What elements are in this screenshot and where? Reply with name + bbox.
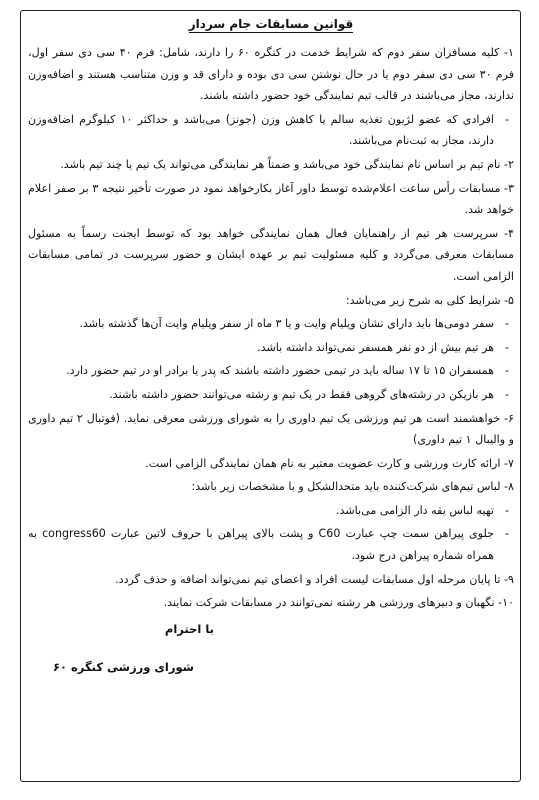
rule-2: ۲- نام تیم بر اساس نام نمایندگی خود می‌باشد و ضمناً هر نمایندگی می‌تواند یک تیم یا چند تیم باشد. <box>60 157 514 171</box>
rule-3: ۳- مسابقات رأس ساعت اعلام‌شده توسط داور آغاز بکارخواهد نمود در صورت تأخیر نتیجه ۳ بر صفر اعلام خواهد شد. <box>28 181 514 217</box>
rule-8-sub-item: - تهیه لباس یقه دار الزامی می‌باشد. <box>336 503 509 517</box>
rules-document <box>28 14 514 678</box>
document-title: قوانین مسابقات جام سردار <box>188 17 354 31</box>
rule-1-sub-item: - افرادی که عضو لژیون تغذیه سالم یا کاهش وزن (جونز) می‌باشد و حداکثر ۱۰ کیلوگرم اضافه‌وزن دارند، مجاز به ثبت‌نام می‌باشند. <box>28 112 509 148</box>
rule-5-sub-item: - سفر دومی‌ها باید دارای نشان ویلیام وایت و یا ۳ ماه از سفر ویلیام وایت آن‌ها گذشته باشد. <box>79 317 509 331</box>
rule-10: ۱۰- نگهبان و دبیرهای ورزشی هر رشته نمی‌توانند در مسابقات شرکت نمایند. <box>163 596 514 610</box>
rule-8: ۸- لباس تیم‌های شرکت‌کننده باید متحدالشکل و با مشخصات زیر باشد: <box>191 480 514 494</box>
rule-5-sub-item: - همسفران ۱۵ تا ۱۷ ساله باید در تیمی حضور داشته باشند که پدر یا برادر او در تیم حضور دارد. <box>66 364 509 378</box>
rule-7: ۷- ارائه کارت ورزشی و کارت عضویت معتبر به نام همان نمایندگی الزامی است. <box>145 456 514 470</box>
rule-1: ۱- کلیه مسافران سفر دوم که شرایط خدمت در کنگره ۶۰ را دارند، شامل: فرم ۴۰ سی دی سفر اول، فرم ۳۰ سی دی سفر دوم یا در حال نوشتن سی دی بوده و دارای قد و وزن متناسب هستند و اضافه‌وزن ندارند، مجاز می‌باشند در قالب تیم نمایندگی خود حضور داشته باشند. <box>28 46 514 103</box>
rule-4: ۴- سرپرست هر تیم از راهنمایان فعال همان نمایندگی خواهد بود که توسط ایجنت رسماً به مسئول مسابقات معرفی می‌گردد و کلیه مسئولیت تیم بر عهده ایشان و حضور سرپرست در تمامی مسابقات الزامی است. <box>28 226 514 283</box>
rule-6: ۶- خواهشمند است هر تیم ورزشی یک تیم داوری را به شورای ورزشی معرفی نماید. (فوتبال ۲ تیم داوری و والیبال ۱ تیم داوری) <box>28 411 514 447</box>
rule-9: ۹- تا پایان مرحله اول مسابقات لیست افراد و اعضای تیم نمی‌تواند اضافه و حذف گردد. <box>115 572 514 586</box>
closing-text: با احترام <box>164 621 214 636</box>
rule-5-sub-item: - هر تیم بیش از دو نفر همسفر نمی‌تواند داشته باشد. <box>257 340 509 354</box>
signature: شورای ورزشی کنگره ۶۰ <box>52 659 194 674</box>
rule-5: ۵- شرایط کلی به شرح زیر می‌باشد: <box>345 293 514 307</box>
rule-5-sub-item: - هر بازیکن در رشته‌های گروهی فقط در یک تیم و رشته می‌توانند حضور داشته باشند. <box>109 387 509 401</box>
rule-8-sub-item: - جلوی پیراهن سمت چپ عبارت C60 و پشت بالای پیراهن با حروف لاتین عبارت congress60 به همراه شماره پیراهن درج شود. <box>28 527 509 563</box>
